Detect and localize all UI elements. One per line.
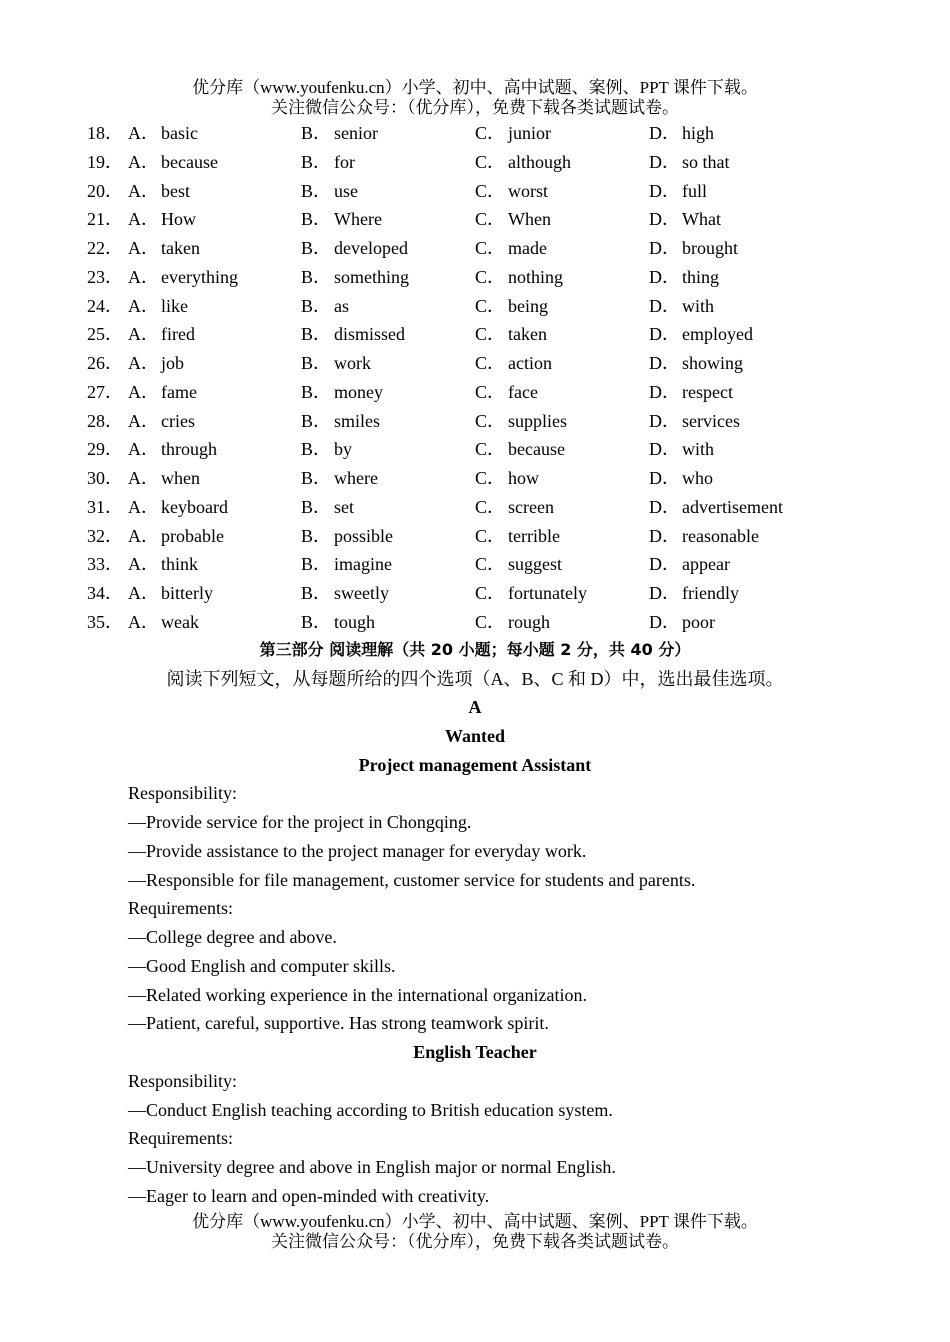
- question-row: [87, 493, 887, 522]
- option-text: like: [161, 295, 188, 316]
- option-letter: D．: [649, 496, 680, 517]
- option-letter: C．: [475, 583, 506, 603]
- option-d: [649, 177, 707, 206]
- option-letter: B．: [301, 123, 332, 143]
- option-letter: D．: [649, 324, 680, 345]
- option-text: fortunately: [508, 583, 587, 603]
- option-c: [475, 292, 548, 321]
- option-letter: B．: [301, 353, 332, 373]
- option-letter: B．: [301, 583, 332, 603]
- option-text: so that: [682, 151, 730, 172]
- option-letter: B．: [301, 496, 332, 517]
- question-row: [87, 119, 887, 148]
- option-letter: D．: [649, 266, 680, 287]
- passage-label: A: [468, 697, 482, 717]
- option-d: [649, 378, 733, 407]
- job1-requirement-item: —Patient, careful, supportive. Has strong teamwork spirit.: [128, 1013, 549, 1034]
- question-number: 25．: [87, 324, 123, 345]
- option-c: [475, 522, 560, 551]
- option-letter: C．: [475, 353, 506, 373]
- option-letter: B．: [301, 410, 332, 431]
- question-row: [87, 579, 887, 608]
- option-d: [649, 579, 739, 608]
- option-letter: D．: [649, 381, 680, 402]
- option-letter: A．: [128, 266, 159, 287]
- option-d: [649, 608, 715, 637]
- question-row: [87, 148, 887, 177]
- job2-requirements-label: Requirements:: [128, 1128, 233, 1149]
- option-c: [475, 435, 565, 464]
- option-b: [301, 550, 392, 579]
- option-text: work: [334, 353, 371, 373]
- option-text: weak: [161, 611, 199, 632]
- option-text: through: [161, 439, 217, 460]
- job2-requirement-item: —Eager to learn and open-minded with creativity.: [128, 1185, 490, 1206]
- option-letter: A．: [128, 324, 159, 345]
- option-text: services: [682, 410, 740, 431]
- option-b: [301, 378, 383, 407]
- option-text: brought: [682, 238, 738, 258]
- option-text: money: [334, 381, 383, 402]
- option-text: everything: [161, 266, 238, 287]
- option-d: [649, 320, 753, 349]
- question-number: 27．: [87, 381, 123, 402]
- option-text: taken: [161, 238, 200, 258]
- question-row: [87, 378, 887, 407]
- option-text: with: [682, 439, 715, 460]
- question-row: [87, 177, 887, 206]
- option-letter: A．: [128, 381, 159, 402]
- option-b: [301, 522, 393, 551]
- option-text: respect: [682, 381, 733, 402]
- question-row: [87, 550, 887, 579]
- option-c: [475, 263, 563, 292]
- question-number: 30．: [87, 468, 123, 488]
- option-text: where: [334, 468, 378, 488]
- option-b: [301, 493, 354, 522]
- option-text: screen: [508, 496, 554, 517]
- option-c: [475, 493, 554, 522]
- question-row: [87, 320, 887, 349]
- option-letter: C．: [475, 468, 506, 488]
- option-letter: D．: [649, 180, 680, 201]
- page-footer: [0, 1212, 950, 1252]
- option-letter: A．: [128, 123, 159, 143]
- option-letter: A．: [128, 180, 159, 201]
- option-letter: B．: [301, 295, 332, 316]
- option-text: action: [508, 353, 552, 373]
- header-line-2: 关注微信公众号：（优分库），免费下载各类试题试卷。: [271, 98, 679, 117]
- option-text: probable: [161, 525, 224, 546]
- option-text: thing: [682, 266, 720, 287]
- option-a: [128, 349, 184, 378]
- option-d: [649, 263, 719, 292]
- job1-requirement-item: —Related working experience in the international organization.: [128, 984, 588, 1005]
- option-letter: A．: [128, 468, 159, 488]
- option-b: [301, 579, 389, 608]
- option-letter: D．: [649, 353, 680, 373]
- option-d: [649, 205, 721, 234]
- option-c: [475, 205, 551, 234]
- option-letter: A．: [128, 496, 159, 517]
- option-text: poor: [682, 611, 715, 632]
- option-text: because: [161, 151, 218, 172]
- option-text: showing: [682, 353, 744, 373]
- option-a: [128, 493, 228, 522]
- option-text: friendly: [682, 583, 739, 603]
- question-number: 24．: [87, 295, 123, 316]
- option-c: [475, 378, 538, 407]
- option-letter: D．: [649, 123, 680, 143]
- option-c: [475, 579, 587, 608]
- option-letter: D．: [649, 583, 680, 603]
- option-letter: C．: [475, 209, 506, 230]
- option-text: imagine: [334, 554, 392, 575]
- option-text: terrible: [508, 525, 560, 546]
- option-text: full: [682, 180, 707, 201]
- option-letter: B．: [301, 180, 332, 201]
- option-a: [128, 407, 195, 436]
- question-number: 34．: [87, 583, 123, 603]
- option-text: suggest: [508, 554, 562, 575]
- option-text: When: [508, 209, 551, 230]
- option-letter: B．: [301, 266, 332, 287]
- option-d: [649, 435, 714, 464]
- option-letter: A．: [128, 295, 159, 316]
- option-text: job: [161, 353, 185, 373]
- option-text: supplies: [508, 410, 568, 431]
- option-a: [128, 464, 200, 493]
- option-text: What: [682, 209, 721, 230]
- option-d: [649, 119, 714, 148]
- option-letter: A．: [128, 353, 159, 373]
- option-b: [301, 205, 382, 234]
- option-letter: A．: [128, 554, 159, 575]
- option-letter: C．: [475, 295, 506, 316]
- option-text: taken: [508, 324, 547, 345]
- option-letter: D．: [649, 611, 680, 632]
- section-title: 第三部分 阅读理解（共 20 小题；每小题 2 分，共 40 分）: [259, 640, 691, 659]
- option-a: [128, 148, 218, 177]
- option-a: [128, 177, 190, 206]
- option-text: think: [161, 554, 199, 575]
- option-b: [301, 263, 409, 292]
- option-letter: C．: [475, 381, 506, 402]
- option-letter: B．: [301, 611, 332, 632]
- option-text: although: [508, 151, 571, 172]
- option-text: for: [334, 151, 355, 172]
- option-text: by: [334, 439, 352, 460]
- option-letter: B．: [301, 381, 332, 402]
- option-letter: B．: [301, 238, 332, 258]
- option-letter: C．: [475, 410, 506, 431]
- option-c: [475, 407, 567, 436]
- question-number: 29．: [87, 439, 123, 460]
- option-text: bitterly: [161, 583, 213, 603]
- option-letter: C．: [475, 496, 506, 517]
- option-b: [301, 148, 355, 177]
- job2-responsibility-item: —Conduct English teaching according to British education system.: [128, 1099, 613, 1120]
- option-letter: C．: [475, 151, 506, 172]
- question-row: [87, 205, 887, 234]
- option-letter: C．: [475, 611, 506, 632]
- option-letter: B．: [301, 324, 332, 345]
- option-c: [475, 320, 547, 349]
- option-text: who: [682, 468, 713, 488]
- option-d: [649, 464, 713, 493]
- footer-line-2: 关注微信公众号：（优分库），免费下载各类试题试卷。: [271, 1232, 679, 1251]
- job1-requirements-label: Requirements:: [128, 898, 233, 919]
- option-b: [301, 349, 371, 378]
- option-text: best: [161, 180, 190, 201]
- question-list: [87, 119, 887, 637]
- option-letter: C．: [475, 324, 506, 345]
- option-a: [128, 608, 199, 637]
- question-row: [87, 234, 887, 263]
- option-a: [128, 263, 238, 292]
- question-row: [87, 464, 887, 493]
- question-number: 33．: [87, 554, 123, 575]
- question-row: [87, 263, 887, 292]
- question-number: 32．: [87, 525, 123, 546]
- question-number: 26．: [87, 353, 123, 373]
- option-text: worst: [508, 180, 548, 201]
- option-letter: A．: [128, 525, 159, 546]
- option-letter: A．: [128, 439, 159, 460]
- option-d: [649, 493, 783, 522]
- job1-responsibility-item: —Provide assistance to the project manager for everyday work.: [128, 840, 587, 861]
- option-text: face: [508, 381, 538, 402]
- option-c: [475, 464, 539, 493]
- question-number: 18．: [87, 123, 123, 143]
- option-letter: D．: [649, 209, 680, 230]
- question-number: 21．: [87, 209, 123, 230]
- option-b: [301, 320, 405, 349]
- option-letter: B．: [301, 439, 332, 460]
- option-d: [649, 292, 714, 321]
- option-c: [475, 119, 551, 148]
- option-text: sweetly: [334, 583, 389, 603]
- section-instruction: 阅读下列短文，从每题所给的四个选项（A、B、C 和 D）中，选出最佳选项。: [166, 669, 784, 689]
- question-row: [87, 608, 887, 637]
- job1-requirement-item: —Good English and computer skills.: [128, 955, 396, 976]
- option-a: [128, 320, 195, 349]
- passage-title: Wanted: [444, 725, 505, 746]
- option-letter: D．: [649, 295, 680, 316]
- question-number: 23．: [87, 266, 123, 287]
- option-text: use: [334, 180, 358, 201]
- question-number: 19．: [87, 151, 123, 172]
- option-a: [128, 522, 224, 551]
- option-text: with: [682, 295, 715, 316]
- option-c: [475, 349, 552, 378]
- option-text: something: [334, 266, 409, 287]
- option-d: [649, 148, 730, 177]
- option-text: fired: [161, 324, 195, 345]
- option-letter: A．: [128, 583, 159, 603]
- option-text: cries: [161, 410, 195, 431]
- option-a: [128, 579, 213, 608]
- option-letter: C．: [475, 554, 506, 575]
- option-text: developed: [334, 238, 408, 258]
- option-text: smiles: [334, 410, 381, 431]
- option-letter: D．: [649, 554, 680, 575]
- option-text: advertisement: [682, 496, 783, 517]
- question-number: 20．: [87, 180, 123, 201]
- option-text: high: [682, 123, 715, 143]
- option-c: [475, 148, 571, 177]
- option-letter: C．: [475, 525, 506, 546]
- option-text: possible: [334, 525, 394, 546]
- option-c: [475, 177, 548, 206]
- option-letter: D．: [649, 410, 680, 431]
- option-d: [649, 550, 730, 579]
- question-row: [87, 349, 887, 378]
- option-d: [649, 234, 738, 263]
- option-text: how: [508, 468, 539, 488]
- option-letter: A．: [128, 611, 159, 632]
- question-row: [87, 407, 887, 436]
- job1-requirement-item: —College degree and above.: [128, 927, 337, 947]
- option-letter: A．: [128, 410, 159, 431]
- option-a: [128, 205, 196, 234]
- option-text: junior: [508, 123, 551, 143]
- question-row: [87, 522, 887, 551]
- question-row: [87, 292, 887, 321]
- option-a: [128, 550, 198, 579]
- job1-responsibility-item: —Responsible for file management, customer service for students and parents.: [128, 869, 696, 890]
- question-number: 22．: [87, 238, 123, 258]
- option-text: as: [334, 295, 349, 316]
- option-text: appear: [682, 554, 730, 575]
- question-row: [87, 435, 887, 464]
- option-text: senior: [334, 123, 378, 143]
- option-letter: D．: [649, 468, 680, 488]
- option-letter: C．: [475, 123, 506, 143]
- passage-a: [128, 693, 828, 1211]
- option-letter: B．: [301, 468, 332, 488]
- option-a: [128, 119, 198, 148]
- job1-responsibility-label: Responsibility:: [128, 783, 238, 804]
- option-letter: C．: [475, 266, 506, 287]
- option-letter: D．: [649, 525, 680, 546]
- option-text: reasonable: [682, 525, 759, 546]
- footer-line-1: 优分库（www.youfenku.cn）小学、初中、高中试题、案例、PPT 课件下载。: [192, 1212, 758, 1231]
- question-number: 28．: [87, 410, 123, 431]
- option-text: when: [161, 468, 200, 488]
- option-text: set: [334, 496, 354, 517]
- option-text: nothing: [508, 266, 564, 287]
- option-b: [301, 177, 358, 206]
- option-letter: B．: [301, 554, 332, 575]
- header-line-1: 优分库（www.youfenku.cn）小学、初中、高中试题、案例、PPT 课件下载。: [192, 78, 758, 97]
- option-letter: D．: [649, 238, 680, 258]
- option-letter: D．: [649, 151, 680, 172]
- option-letter: A．: [128, 209, 159, 230]
- option-text: made: [508, 238, 547, 258]
- option-text: Where: [334, 209, 382, 230]
- option-d: [649, 522, 759, 551]
- option-text: rough: [508, 611, 550, 632]
- option-d: [649, 349, 743, 378]
- option-b: [301, 608, 375, 637]
- option-b: [301, 234, 408, 263]
- option-a: [128, 234, 200, 263]
- option-a: [128, 378, 197, 407]
- option-letter: D．: [649, 439, 680, 460]
- option-letter: B．: [301, 525, 332, 546]
- option-letter: B．: [301, 209, 332, 230]
- job2-responsibility-label: Responsibility:: [128, 1070, 238, 1091]
- job2-title: English Teacher: [413, 1042, 537, 1062]
- option-text: dismissed: [334, 324, 406, 345]
- option-letter: C．: [475, 238, 506, 258]
- option-text: keyboard: [161, 496, 228, 517]
- option-b: [301, 464, 378, 493]
- option-a: [128, 292, 188, 321]
- option-d: [649, 407, 740, 436]
- job1-title: Project management Assistant: [358, 754, 592, 775]
- option-b: [301, 407, 380, 436]
- option-letter: C．: [475, 439, 506, 460]
- option-letter: A．: [128, 151, 159, 172]
- option-text: because: [508, 439, 565, 460]
- option-letter: B．: [301, 151, 332, 172]
- option-a: [128, 435, 217, 464]
- option-text: fame: [161, 381, 197, 402]
- option-text: How: [161, 209, 196, 230]
- option-text: tough: [334, 611, 376, 632]
- option-letter: C．: [475, 180, 506, 201]
- option-c: [475, 608, 550, 637]
- option-c: [475, 234, 547, 263]
- page-header: [0, 78, 950, 118]
- option-text: basic: [161, 123, 198, 143]
- option-c: [475, 550, 562, 579]
- option-text: employed: [682, 324, 753, 345]
- question-number: 31．: [87, 496, 123, 517]
- option-text: being: [508, 295, 548, 316]
- option-b: [301, 292, 349, 321]
- option-letter: A．: [128, 238, 159, 258]
- job1-responsibility-item: —Provide service for the project in Chongqing.: [128, 812, 472, 832]
- job2-requirement-item: —University degree and above in English major or normal English.: [128, 1157, 616, 1177]
- question-number: 35．: [87, 611, 123, 632]
- option-b: [301, 435, 352, 464]
- option-b: [301, 119, 378, 148]
